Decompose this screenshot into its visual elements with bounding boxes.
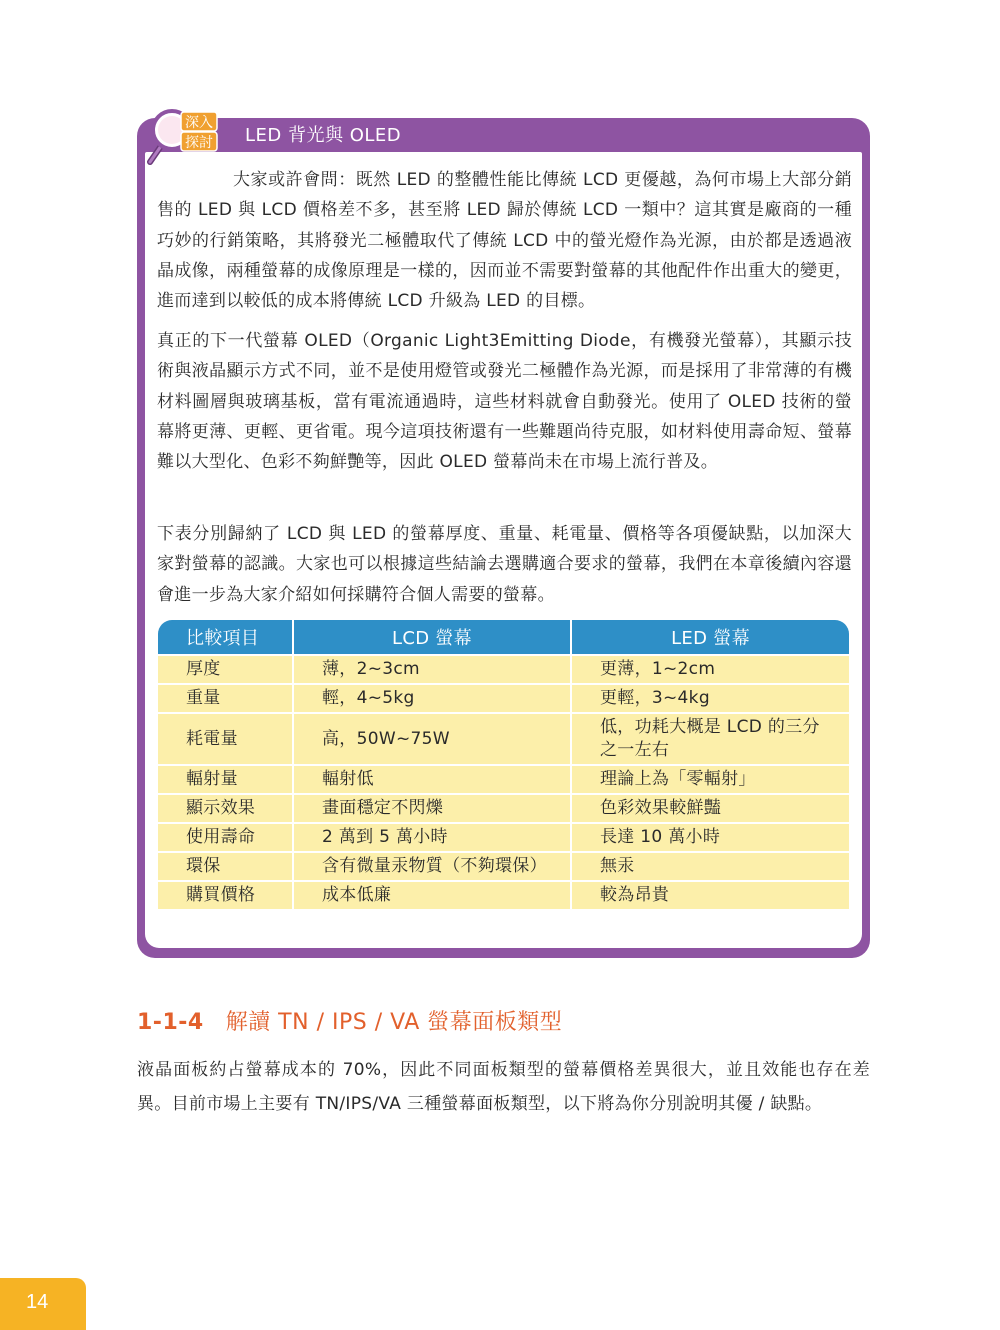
table-cell: 成本低廉 [292,880,570,909]
badge-line1: 深入 [185,115,213,131]
table-cell: 無汞 [570,851,849,880]
table-cell: 顯示效果 [158,793,292,822]
table-cell: 輻射量 [158,764,292,793]
table-cell: 輕，4~5kg [292,683,570,712]
table-row [158,764,849,793]
comparison-table [158,620,849,909]
header-lcd: LCD 螢幕 [292,620,570,654]
table-row [158,712,849,764]
table-row [158,851,849,880]
section-number: 1-1-4 [137,1010,204,1035]
header-led: LED 螢幕 [570,620,849,654]
table-cell: 環保 [158,851,292,880]
table-cell: 長達 10 萬小時 [570,822,849,851]
table-row [158,683,849,712]
paragraph-1: 大家或許會問：既然 LED 的整體性能比傳統 LCD 更優越，為何市場上大部分銷售的 LED 與 LCD 價格差不多，甚至將 LED 歸於傳統 LCD 一類中？這其實是廠商的一種巧妙的行銷策略，其將發光二極體取代了傳統 LCD 中的螢光燈作為光源，由於都是透過液晶成像，兩種螢幕的成像原理是一樣的，因而並不需要對螢幕的其他配件作出重大的變更，進而達到以較低的成本將傳統 LCD 升級為 LED 的目標。 [157,170,852,312]
magnifier-icon [141,108,227,168]
deep-dive-title: LED 背光與 OLED [245,125,402,146]
table-cell: 厚度 [158,654,292,683]
table-row [158,880,849,909]
table-cell: 重量 [158,683,292,712]
table-header-row [158,620,849,654]
page-number: 14 [26,1291,49,1313]
table-cell: 較為昂貴 [570,880,849,909]
table-cell: 薄，2~3cm [292,654,570,683]
table-cell: 含有微量汞物質（不夠環保） [292,851,570,880]
paragraph-2: 真正的下一代螢幕 OLED（Organic Light3Emitting Diode，有機發光螢幕），其顯示技術與液晶顯示方式不同，並不是使用燈管或發光二極體作為光源，而是採用了非常薄的有機材料圖層與玻璃基板，當有電流通過時，這些材料就會自動發光。使用了 OLED 技術的螢幕將更薄、更輕、更省電。現今這項技術還有一些難題尚待克服，如材料使用壽命短、螢幕難以大型化、色彩不夠鮮艷等，因此 OLED 螢幕尚未在市場上流行普及。 [157,331,852,473]
page-number-tab [0,1278,86,1330]
section-title: 解讀 TN / IPS / VA 螢幕面板類型 [225,1010,563,1035]
badge-line2: 探討 [185,135,213,151]
section-heading [137,1008,562,1038]
table-cell: 理論上為「零輻射」 [570,764,849,793]
table-cell: 高，50W~75W [292,712,570,764]
table-cell: 畫面穩定不閃爍 [292,793,570,822]
table-cell: 購買價格 [158,880,292,909]
table-cell: 更輕，3~4kg [570,683,849,712]
table-cell: 色彩效果較鮮豔 [570,793,849,822]
table-row [158,822,849,851]
header-item: 比較項目 [158,620,292,654]
table-cell: 耗電量 [158,712,292,764]
table-cell: 輻射低 [292,764,570,793]
table-cell: 2 萬到 5 萬小時 [292,822,570,851]
table-row [158,793,849,822]
section-body: 液晶面板約占螢幕成本的 70%，因此不同面板類型的螢幕價格差異很大，並且效能也存在差異。目前市場上主要有 TN/IPS/VA 三種螢幕面板類型，以下將為你分別說明其優 / 缺點。 [137,1060,870,1114]
table-cell: 使用壽命 [158,822,292,851]
table-cell: 低，功耗大概是 LCD 的三分之一左右 [570,712,849,764]
table-cell: 更薄，1~2cm [570,654,849,683]
table-row [158,654,849,683]
paragraph-3: 下表分別歸納了 LCD 與 LED 的螢幕厚度、重量、耗電量、價格等各項優缺點，以加深大家對螢幕的認識。大家也可以根據這些結論去選購適合要求的螢幕，我們在本章後續內容還會進一步為大家介紹如何採購符合個人需要的螢幕。 [157,524,852,605]
